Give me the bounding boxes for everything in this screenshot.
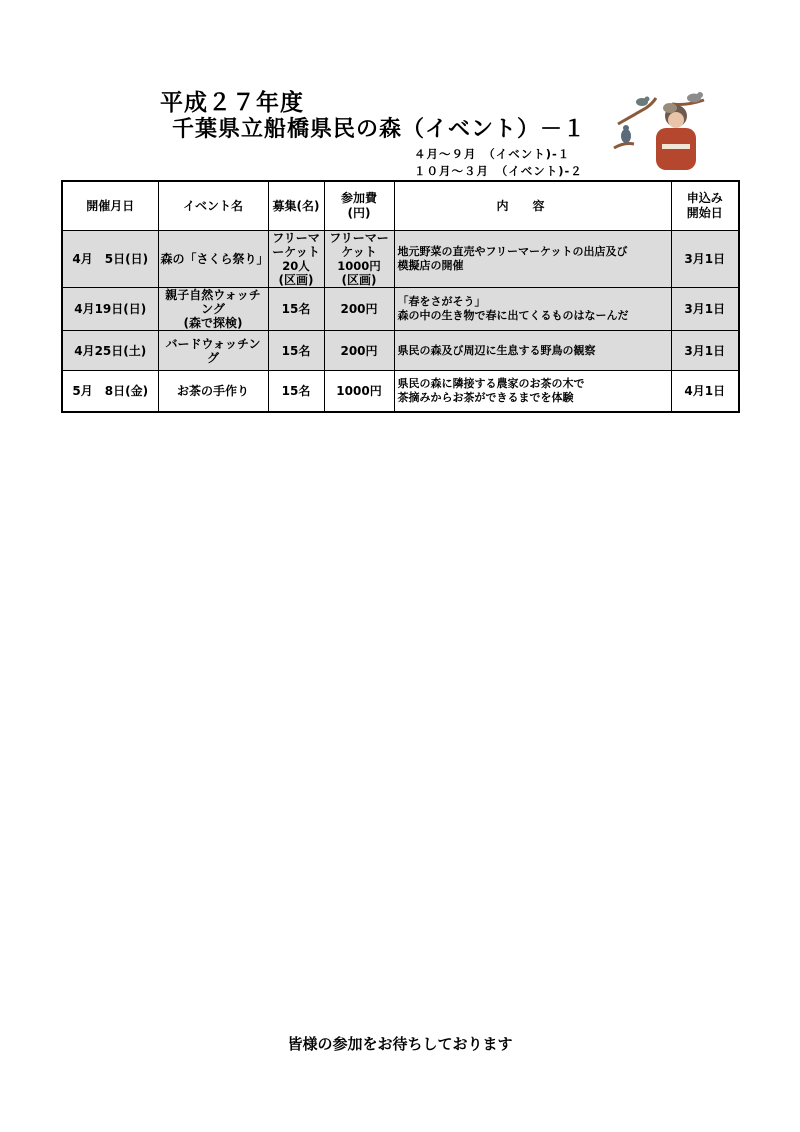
table-row: [62, 371, 739, 412]
birds-illustration: [612, 86, 710, 170]
index-link-autumn[interactable]: １０月～３月 （イベント)-２: [414, 164, 583, 178]
event-name: 森の「さくら祭り」: [158, 231, 268, 288]
event-capacity: [268, 231, 324, 288]
header-fee-label: 参加費: [340, 191, 377, 205]
event-date: 4月25日(土): [62, 331, 158, 371]
capacity-label: フリーマーケット: [272, 231, 320, 259]
event-content: [394, 288, 671, 331]
header-date: 開催月日: [62, 181, 158, 231]
event-apply-start: 3月1日: [671, 288, 739, 331]
table-row: [62, 288, 739, 331]
event-apply-start: 4月1日: [671, 371, 739, 412]
event-name-line: 親子自然ウォッチング: [165, 288, 261, 316]
event-content: [394, 371, 671, 412]
header-apply-start: [671, 181, 739, 231]
events-table: [61, 180, 740, 413]
event-fee: 1000円: [324, 371, 394, 412]
table-header-row: [62, 181, 739, 231]
event-date: 5月 8日(金): [62, 371, 158, 412]
page-year: 平成２７年度: [160, 90, 304, 116]
event-fee: [324, 231, 394, 288]
event-content-line: 県民の森及び周辺に生息する野鳥の観察: [397, 343, 596, 357]
event-content: [394, 331, 671, 371]
event-fee: 200円: [324, 288, 394, 331]
header-apply-label: 申込み: [686, 191, 723, 205]
event-apply-start: 3月1日: [671, 331, 739, 371]
event-date: 4月 5日(日): [62, 231, 158, 288]
page-title: 千葉県立船橋県民の森（イベント）－１: [172, 117, 587, 142]
fee-note: (区画): [341, 273, 377, 287]
event-name: お茶の手作り: [158, 371, 268, 412]
header-capacity: 募集(名): [268, 181, 324, 231]
event-content-line: 模擬店の開催: [397, 259, 464, 272]
page-index: [414, 146, 583, 180]
event-content-line: 県民の森に隣接する農家のお茶の木で: [397, 376, 585, 390]
fee-label: フリーマーケット: [329, 231, 389, 259]
event-capacity: 15名: [268, 331, 324, 371]
capacity-note: (区画): [278, 273, 314, 287]
table-row: [62, 331, 739, 371]
event-content-line: 地元野菜の直売やフリーマーケットの出店及び: [397, 245, 628, 258]
index-link-spring[interactable]: ４月～９月 （イベント)-１: [414, 147, 571, 161]
event-capacity: 15名: [268, 288, 324, 331]
event-name-line: (森で探検): [183, 316, 243, 330]
footer-message: 皆様の参加をお待ちしております: [287, 1035, 513, 1053]
header-fee: [324, 181, 394, 231]
header-apply-label-2: 開始日: [686, 206, 723, 220]
event-content-line: 茶摘みからお茶ができるまでを体験: [397, 390, 574, 404]
event-content-line: 「春をさがそう」: [397, 295, 486, 308]
event-apply-start: 3月1日: [671, 231, 739, 288]
capacity-value: 20人: [282, 259, 310, 273]
table-row: [62, 231, 739, 288]
event-name: [158, 288, 268, 331]
header-content: 内容: [394, 181, 671, 231]
event-content-line: 森の中の生き物で春に出てくるものはなーんだ: [397, 309, 629, 322]
event-capacity: 15名: [268, 371, 324, 412]
header-event-name: イベント名: [158, 181, 268, 231]
header-fee-unit: (円): [347, 206, 371, 220]
fee-value: 1000円: [337, 259, 381, 273]
event-name: バードウォッチング: [158, 331, 268, 371]
event-fee: 200円: [324, 331, 394, 371]
event-content: [394, 231, 671, 288]
event-date: 4月19日(日): [62, 288, 158, 331]
